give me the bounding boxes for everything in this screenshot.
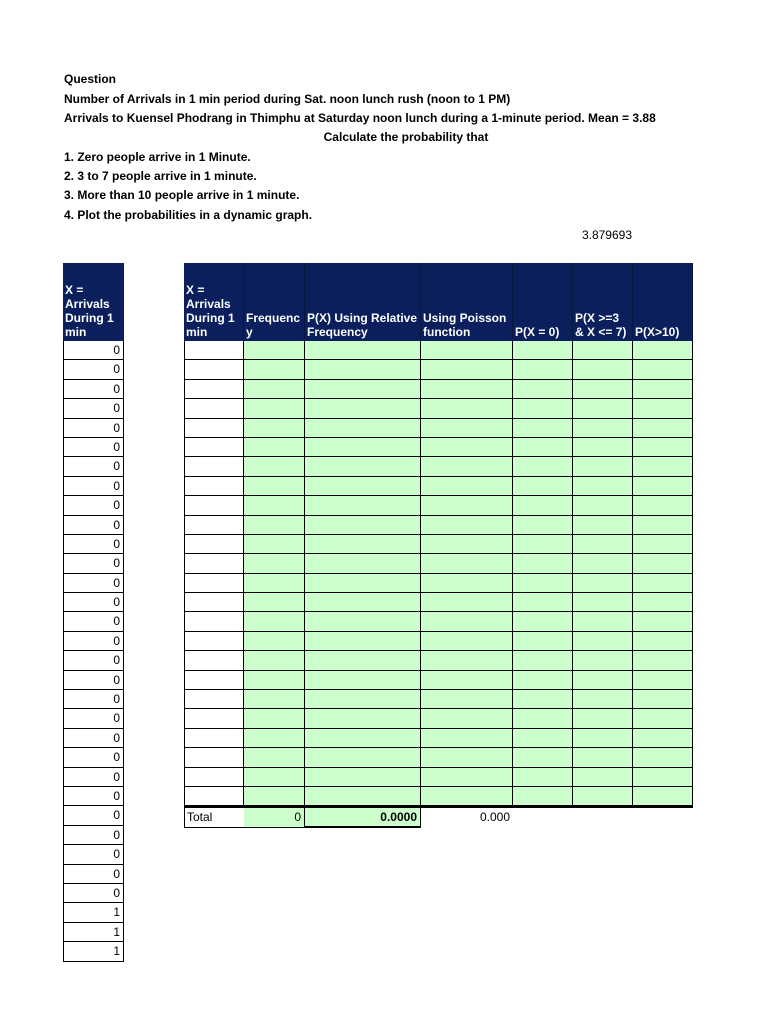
x-cell[interactable]: 0 [63,787,124,806]
x-cell[interactable]: 1 [63,923,124,942]
poisson-cell[interactable] [421,496,513,515]
p-3-to-7-cell[interactable] [573,535,633,554]
p-3-to-7-cell[interactable] [573,612,633,631]
frequency-cell[interactable] [244,748,305,767]
x-cell[interactable]: 1 [63,942,124,961]
frequency-cell[interactable] [244,632,305,651]
x-cell[interactable] [184,457,244,476]
x-cell[interactable]: 0 [63,651,124,670]
x-cell[interactable] [184,787,244,806]
frequency-cell[interactable] [244,496,305,515]
x-cell[interactable]: 0 [63,612,124,631]
p-x-0-cell[interactable] [513,612,573,631]
frequency-cell[interactable] [244,419,305,438]
poisson-cell[interactable] [421,438,513,457]
p-gt-10-cell[interactable] [633,554,693,573]
total-frequency[interactable]: 0 [244,808,305,828]
x-cell[interactable]: 0 [63,748,124,767]
frequency-cell[interactable] [244,574,305,593]
frequency-cell[interactable] [244,651,305,670]
x-cell[interactable]: 0 [63,399,124,418]
frequency-cell[interactable] [244,709,305,728]
relative-frequency-cell[interactable] [305,341,421,360]
x-cell[interactable] [184,748,244,767]
relative-frequency-cell[interactable] [305,457,421,476]
question-item-1: 1. Zero people arrive in 1 Minute. [64,150,251,164]
x-cell[interactable]: 0 [63,865,124,884]
frequency-cell[interactable] [244,690,305,709]
p-x-0-cell[interactable] [513,574,573,593]
question-line-1: Number of Arrivals in 1 min period during Sat. noon lunch rush (noon to 1 PM) [64,92,511,106]
frequency-cell[interactable] [244,457,305,476]
x-cell[interactable]: 0 [63,729,124,748]
p-3-to-7-cell[interactable] [573,341,633,360]
poisson-cell[interactable] [421,516,513,535]
table-row [184,729,693,748]
poisson-cell[interactable] [421,593,513,612]
poisson-cell[interactable] [421,768,513,787]
p-3-to-7-cell[interactable] [573,787,633,806]
x-cell[interactable]: 0 [63,671,124,690]
frequency-cell[interactable] [244,671,305,690]
x-cell[interactable]: 0 [63,477,124,496]
p-3-to-7-cell[interactable] [573,360,633,379]
header-p-x-0[interactable]: P(X = 0) [513,263,573,341]
poisson-cell[interactable] [421,535,513,554]
question-line-2: Arrivals to Kuensel Phodrang in Thimphu at Saturday noon lunch during a 1-minute period. Mean = 3.88 [64,111,656,125]
frequency-cell[interactable] [244,360,305,379]
x-cell[interactable] [184,574,244,593]
p-3-to-7-cell[interactable] [573,632,633,651]
p-gt-10-cell[interactable] [633,593,693,612]
p-x-0-cell[interactable] [513,787,573,806]
poisson-cell[interactable] [421,632,513,651]
table-row [184,748,693,767]
p-x-0-cell[interactable] [513,535,573,554]
x-cell[interactable] [184,768,244,787]
frequency-cell[interactable] [244,399,305,418]
x-cell[interactable] [184,593,244,612]
p-gt-10-cell[interactable] [633,632,693,651]
poisson-cell[interactable] [421,787,513,806]
frequency-cell[interactable] [244,612,305,631]
x-cell[interactable]: 0 [63,884,124,903]
p-x-0-cell[interactable] [513,496,573,515]
table-row [184,419,693,438]
x-cell[interactable]: 0 [63,535,124,554]
poisson-cell[interactable] [421,477,513,496]
x-cell[interactable]: 0 [63,341,124,360]
table-row [184,651,693,670]
p-x-0-cell[interactable] [513,748,573,767]
left-x-header[interactable]: X = Arrivals During 1 min [63,263,124,341]
total-row [184,806,693,828]
p-gt-10-cell[interactable] [633,516,693,535]
relative-frequency-cell[interactable] [305,690,421,709]
relative-frequency-cell[interactable] [305,360,421,379]
p-gt-10-cell[interactable] [633,612,693,631]
p-3-to-7-cell[interactable] [573,729,633,748]
relative-frequency-cell[interactable] [305,438,421,457]
relative-frequency-cell[interactable] [305,535,421,554]
x-cell[interactable]: 0 [63,496,124,515]
x-cell[interactable] [184,690,244,709]
p-x-0-cell[interactable] [513,690,573,709]
p-gt-10-cell[interactable] [633,787,693,806]
x-cell[interactable] [184,360,244,379]
frequency-cell[interactable] [244,554,305,573]
p-3-to-7-cell[interactable] [573,399,633,418]
p-gt-10-cell[interactable] [633,574,693,593]
header-p-gt-10[interactable]: P(X>10) [633,263,693,341]
p-gt-10-cell[interactable] [633,438,693,457]
x-cell[interactable]: 0 [63,457,124,476]
p-x-0-cell[interactable] [513,729,573,748]
p-gt-10-cell[interactable] [633,360,693,379]
p-gt-10-cell[interactable] [633,419,693,438]
poisson-cell[interactable] [421,709,513,728]
x-cell[interactable] [184,632,244,651]
relative-frequency-cell[interactable] [305,729,421,748]
frequency-cell[interactable] [244,341,305,360]
table-row [184,632,693,651]
poisson-cell[interactable] [421,554,513,573]
x-cell[interactable] [184,419,244,438]
p-x-0-cell[interactable] [513,341,573,360]
table-row [184,574,693,593]
x-cell[interactable]: 0 [63,709,124,728]
poisson-cell[interactable] [421,419,513,438]
relative-frequency-cell[interactable] [305,671,421,690]
relative-frequency-cell[interactable] [305,496,421,515]
x-cell[interactable] [184,671,244,690]
x-cell[interactable]: 1 [63,903,124,922]
frequency-cell[interactable] [244,729,305,748]
relative-frequency-cell[interactable] [305,787,421,806]
x-cell[interactable] [184,535,244,554]
table-row [184,360,693,379]
frequency-cell[interactable] [244,535,305,554]
table-row [184,399,693,418]
x-cell[interactable] [184,496,244,515]
x-cell[interactable] [184,651,244,670]
p-3-to-7-cell[interactable] [573,457,633,476]
x-cell[interactable]: 0 [63,845,124,864]
table-row [184,612,693,631]
p-gt-10-cell[interactable] [633,477,693,496]
p-x-0-cell[interactable] [513,709,573,728]
p-x-0-cell[interactable] [513,380,573,399]
p-gt-10-cell[interactable] [633,535,693,554]
relative-frequency-cell[interactable] [305,477,421,496]
p-3-to-7-cell[interactable] [573,574,633,593]
table-row [184,341,693,360]
x-cell[interactable]: 0 [63,690,124,709]
question-heading: Question [64,72,117,86]
header-x-arrivals[interactable]: X = Arrivals During 1 min [184,263,244,341]
relative-frequency-cell[interactable] [305,768,421,787]
frequency-cell[interactable] [244,768,305,787]
p-3-to-7-cell[interactable] [573,380,633,399]
table-row [184,438,693,457]
x-cell[interactable] [184,612,244,631]
p-x-0-cell[interactable] [513,477,573,496]
header-relative-frequency[interactable]: P(X) Using Relative Frequency [305,263,421,341]
p-3-to-7-cell[interactable] [573,516,633,535]
question-line-3: Calculate the probability that [323,130,489,144]
p-3-to-7-cell[interactable] [573,671,633,690]
poisson-cell[interactable] [421,671,513,690]
table-row [184,554,693,573]
header-poisson[interactable]: Using Poisson function [421,263,513,341]
p-3-to-7-cell[interactable] [573,768,633,787]
relative-frequency-cell[interactable] [305,651,421,670]
frequency-cell[interactable] [244,438,305,457]
p-x-0-cell[interactable] [513,768,573,787]
relative-frequency-cell[interactable] [305,419,421,438]
p-x-0-cell[interactable] [513,360,573,379]
table-header-row [184,263,693,341]
p-x-0-cell[interactable] [513,671,573,690]
p-x-0-cell[interactable] [513,516,573,535]
table-row [184,671,693,690]
x-cell[interactable] [184,477,244,496]
p-3-to-7-cell[interactable] [573,438,633,457]
x-cell[interactable] [184,729,244,748]
p-x-0-cell[interactable] [513,457,573,476]
header-frequency[interactable]: Frequenc y [244,263,305,341]
total-probability[interactable]: 0.0000 [305,808,421,828]
p-x-0-cell[interactable] [513,419,573,438]
table-row [184,709,693,728]
x-cell[interactable] [184,554,244,573]
p-gt-10-cell[interactable] [633,748,693,767]
relative-frequency-cell[interactable] [305,554,421,573]
p-3-to-7-cell[interactable] [573,709,633,728]
x-cell[interactable]: 0 [63,419,124,438]
frequency-cell[interactable] [244,477,305,496]
p-x-0-cell[interactable] [513,554,573,573]
p-gt-10-cell[interactable] [633,768,693,787]
x-cell[interactable] [184,438,244,457]
relative-frequency-cell[interactable] [305,593,421,612]
p-3-to-7-cell[interactable] [573,554,633,573]
question-item-3: 3. More than 10 people arrive in 1 minute. [64,188,300,202]
p-3-to-7-cell[interactable] [573,496,633,515]
table-row [184,535,693,554]
x-cell[interactable] [184,709,244,728]
total-label[interactable]: Total [184,808,244,828]
table-row [184,477,693,496]
poisson-cell[interactable] [421,457,513,476]
x-cell[interactable]: 0 [63,360,124,379]
x-cell[interactable]: 0 [63,516,124,535]
p-3-to-7-cell[interactable] [573,690,633,709]
table-row [184,690,693,709]
table-row [184,593,693,612]
header-p-3-to-7[interactable]: P(X >=3 & X <= 7) [573,263,633,341]
relative-frequency-cell[interactable] [305,399,421,418]
table-row [184,457,693,476]
p-gt-10-cell[interactable] [633,651,693,670]
relative-frequency-cell[interactable] [305,709,421,728]
p-x-0-cell[interactable] [513,593,573,612]
poisson-cell[interactable] [421,748,513,767]
p-gt-10-cell[interactable] [633,399,693,418]
p-3-to-7-cell[interactable] [573,651,633,670]
x-cell[interactable]: 0 [63,380,124,399]
p-3-to-7-cell[interactable] [573,593,633,612]
x-cell[interactable]: 0 [63,574,124,593]
p-gt-10-cell[interactable] [633,380,693,399]
poisson-cell[interactable] [421,612,513,631]
x-cell[interactable]: 0 [63,768,124,787]
p-3-to-7-cell[interactable] [573,748,633,767]
table-row [184,768,693,787]
frequency-cell[interactable] [244,380,305,399]
poisson-cell[interactable] [421,341,513,360]
p-x-0-cell[interactable] [513,399,573,418]
x-cell[interactable] [184,516,244,535]
relative-frequency-cell[interactable] [305,612,421,631]
x-cell[interactable] [184,380,244,399]
x-cell[interactable]: 0 [63,593,124,612]
relative-frequency-cell[interactable] [305,574,421,593]
question-item-2: 2. 3 to 7 people arrive in 1 minute. [64,169,257,183]
x-cell[interactable]: 0 [63,806,124,825]
p-gt-10-cell[interactable] [633,729,693,748]
poisson-cell[interactable] [421,360,513,379]
table-row [184,787,693,806]
x-cell[interactable]: 0 [63,438,124,457]
x-cell[interactable] [184,341,244,360]
p-gt-10-cell[interactable] [633,690,693,709]
relative-frequency-cell[interactable] [305,380,421,399]
frequency-cell[interactable] [244,787,305,806]
total-poisson[interactable]: 0.000 [479,810,510,825]
poisson-cell[interactable] [421,729,513,748]
table-row [184,516,693,535]
poisson-cell[interactable] [421,574,513,593]
frequency-cell[interactable] [244,593,305,612]
x-cell[interactable] [184,399,244,418]
mean-value-cell[interactable]: 3.879693 [581,228,632,242]
p-3-to-7-cell[interactable] [573,419,633,438]
x-cell[interactable]: 0 [63,826,124,845]
question-item-4: 4. Plot the probabilities in a dynamic graph. [64,208,313,222]
poisson-cell[interactable] [421,399,513,418]
p-x-0-cell[interactable] [513,438,573,457]
poisson-cell[interactable] [421,690,513,709]
relative-frequency-cell[interactable] [305,748,421,767]
p-gt-10-cell[interactable] [633,496,693,515]
p-gt-10-cell[interactable] [633,341,693,360]
x-cell[interactable]: 0 [63,554,124,573]
p-gt-10-cell[interactable] [633,709,693,728]
poisson-cell[interactable] [421,651,513,670]
x-cell[interactable]: 0 [63,632,124,651]
table-row [184,380,693,399]
left-x-column [63,263,124,962]
frequency-cell[interactable] [244,516,305,535]
p-gt-10-cell[interactable] [633,457,693,476]
relative-frequency-cell[interactable] [305,632,421,651]
p-x-0-cell[interactable] [513,651,573,670]
poisson-cell[interactable] [421,380,513,399]
frequency-table [184,263,693,828]
relative-frequency-cell[interactable] [305,516,421,535]
p-3-to-7-cell[interactable] [573,477,633,496]
p-gt-10-cell[interactable] [633,671,693,690]
p-x-0-cell[interactable] [513,632,573,651]
table-row [184,496,693,515]
